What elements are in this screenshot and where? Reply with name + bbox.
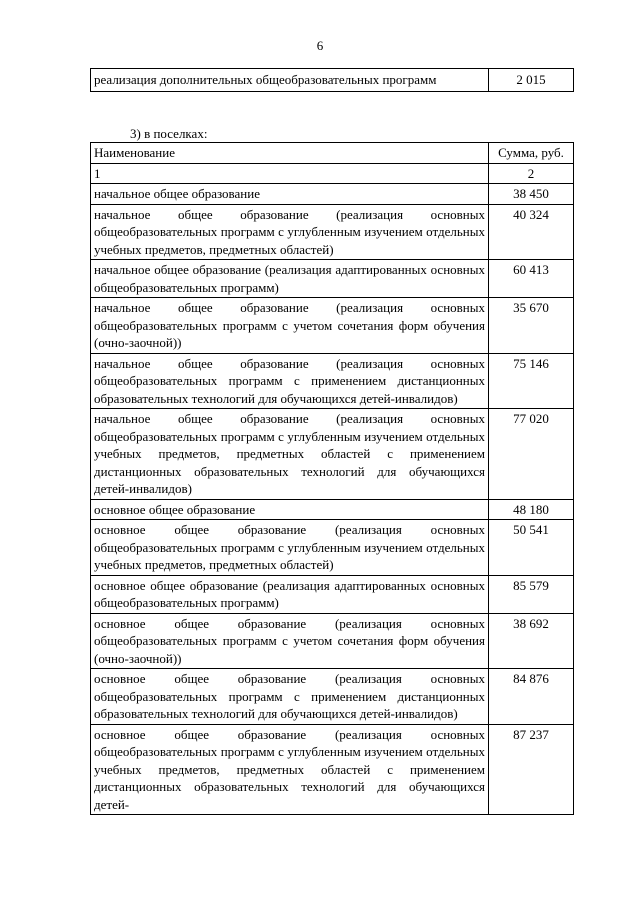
row-sum: 85 579 [489, 575, 574, 613]
row-name: основное общее образование (реализация основных общеобразовательных программ с учетом сочетания форм обучения (очно-заочной)) [91, 613, 489, 669]
row-name: основное общее образование (реализация основных общеобразовательных программ с углубленным изучением отдельных учебных предметов, предметных областей с применением дистанционных образовательных технологий для обучающихся детей- [91, 724, 489, 815]
row-sum: 35 670 [489, 298, 574, 354]
row-name: основное общее образование (реализация основных общеобразовательных программ с применением дистанционных образовательных технологий для обучающихся детей-инвалидов) [91, 669, 489, 725]
row-sum: 2 015 [489, 69, 574, 92]
row-name: основное общее образование (реализация адаптированных основных общеобразовательных программ) [91, 575, 489, 613]
table-row [91, 409, 574, 500]
table-row [91, 204, 574, 260]
numbering-name: 1 [91, 163, 489, 184]
table-row [91, 260, 574, 298]
row-sum: 48 180 [489, 499, 574, 520]
row-sum: 38 692 [489, 613, 574, 669]
row-name: начальное общее образование [91, 184, 489, 205]
row-sum: 84 876 [489, 669, 574, 725]
top-table [90, 68, 574, 92]
row-sum: 60 413 [489, 260, 574, 298]
table-row [91, 298, 574, 354]
page-number: 6 [316, 38, 324, 53]
table-row [91, 353, 574, 409]
table-row [91, 669, 574, 725]
row-name: основное общее образование (реализация основных общеобразовательных программ с углубленным изучением отдельных учебных предметов, предметных областей) [91, 520, 489, 576]
row-sum: 87 237 [489, 724, 574, 815]
table-row [91, 69, 574, 92]
row-sum: 40 324 [489, 204, 574, 260]
numbering-row [91, 163, 574, 184]
header-row [91, 143, 574, 164]
header-sum: Сумма, руб. [489, 143, 574, 164]
section-title: 3) в поселках: [130, 126, 208, 141]
table-row [91, 499, 574, 520]
table-row [91, 184, 574, 205]
row-name: основное общее образование [91, 499, 489, 520]
row-sum: 38 450 [489, 184, 574, 205]
row-name: начальное общее образование (реализация основных общеобразовательных программ с применением дистанционных образовательных технологий для обучающихся детей-инвалидов) [91, 353, 489, 409]
row-sum: 75 146 [489, 353, 574, 409]
row-sum: 77 020 [489, 409, 574, 500]
header-name: Наименование [91, 143, 489, 164]
main-table [90, 142, 574, 815]
table-row [91, 724, 574, 815]
row-name: начальное общее образование (реализация основных общеобразовательных программ с углубленным изучением отдельных учебных предметов, предметных областей с применением дистанционных образовательных технологий для обучающихся детей-инвалидов) [91, 409, 489, 500]
row-name: реализация дополнительных общеобразовательных программ [91, 69, 489, 92]
row-name: начальное общее образование (реализация основных общеобразовательных программ с учетом сочетания форм обучения (очно-заочной)) [91, 298, 489, 354]
row-sum: 50 541 [489, 520, 574, 576]
table-row [91, 575, 574, 613]
numbering-sum: 2 [489, 163, 574, 184]
table-row [91, 613, 574, 669]
row-name: начальное общее образование (реализация основных общеобразовательных программ с углубленным изучением отдельных учебных предметов, предметных областей) [91, 204, 489, 260]
row-name: начальное общее образование (реализация адаптированных основных общеобразовательных программ) [91, 260, 489, 298]
table-row [91, 520, 574, 576]
